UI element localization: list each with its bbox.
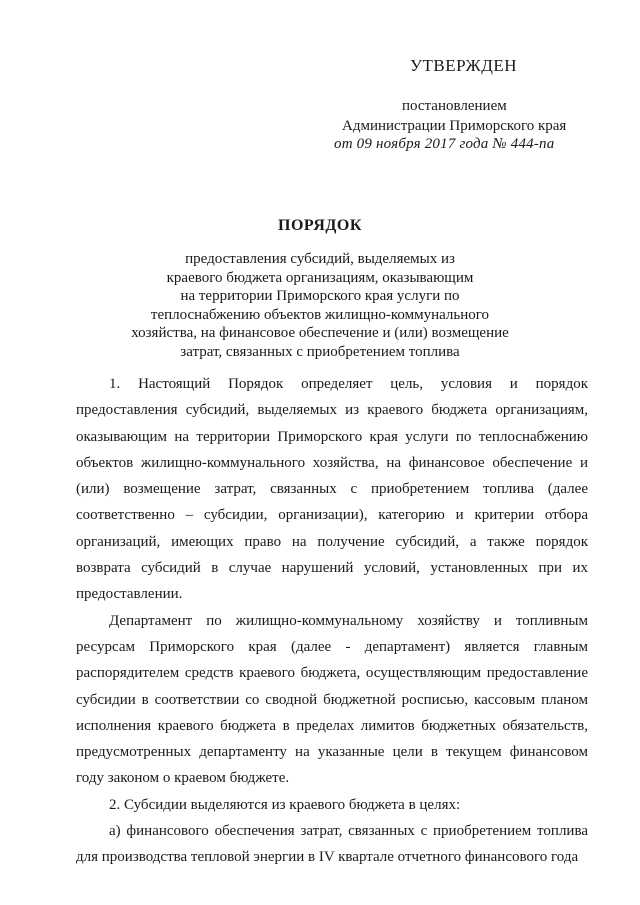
approval-line-resolution: постановлением <box>402 98 507 114</box>
paragraph-4: а) финансового обеспечения затрат, связанных с приобретением топлива для производства тепловой энергии в IV квартале отчетного финансового года <box>76 823 588 866</box>
document-title: ПОРЯДОК <box>278 217 362 234</box>
subtitle-line: краевого бюджета организациям, оказывающим <box>166 269 474 286</box>
approval-line-date-number: от 09 ноября 2017 года № 444-па <box>334 136 555 152</box>
paragraph-3: 2. Субсидии выделяются из краевого бюджета в целях: <box>109 796 461 813</box>
subtitle-line: теплоснабжению объектов жилищно-коммунального <box>150 306 490 323</box>
paragraph-2: Департамент по жилищно-коммунальному хозяйству и топливным ресурсам Приморского края (далее - департамент) является главным распорядителем средств краевого бюджета, осуществляющим предоставление субсидии в соответствии со сводной бюджетной росписью, кассовым планом исполнения краевого бюджета в пределах лимитов бюджетных обязательств, предусмотренных департаменту на указанные цели в текущем финансовом году законом о краевом бюджете. <box>76 612 588 787</box>
subtitle-line: на территории Приморского края услуги по <box>180 288 460 304</box>
subtitle-line: предоставления субсидий, выделяемых из <box>185 251 455 267</box>
subtitle-line: затрат, связанных с приобретением топлива <box>180 343 460 360</box>
approval-heading: УТВЕРЖДЕН <box>410 56 517 75</box>
document-subtitle <box>90 250 550 361</box>
approval-line-authority: Администрации Приморского края <box>342 118 567 134</box>
document-body <box>76 371 588 871</box>
subtitle-line: хозяйства, на финансовое обеспечение и (или) возмещение <box>131 325 509 341</box>
paragraph-1: 1. Настоящий Порядок определяет цель, условия и порядок предоставления субсидий, выделяемых из краевого бюджета организациям, оказывающим на территории Приморского края услуги по теплоснабжению объектов жилищно-коммунального хозяйства, на финансовое обеспечение и (или) возмещение затрат, связанных с приобретением топлива (далее соответственно – субсидии, организации), категорию и критерии отбора организаций, имеющих право на получение субсидий, а также порядок возврата субсидий в случае нарушений условий, установленных при их предоставлении. <box>76 376 588 603</box>
